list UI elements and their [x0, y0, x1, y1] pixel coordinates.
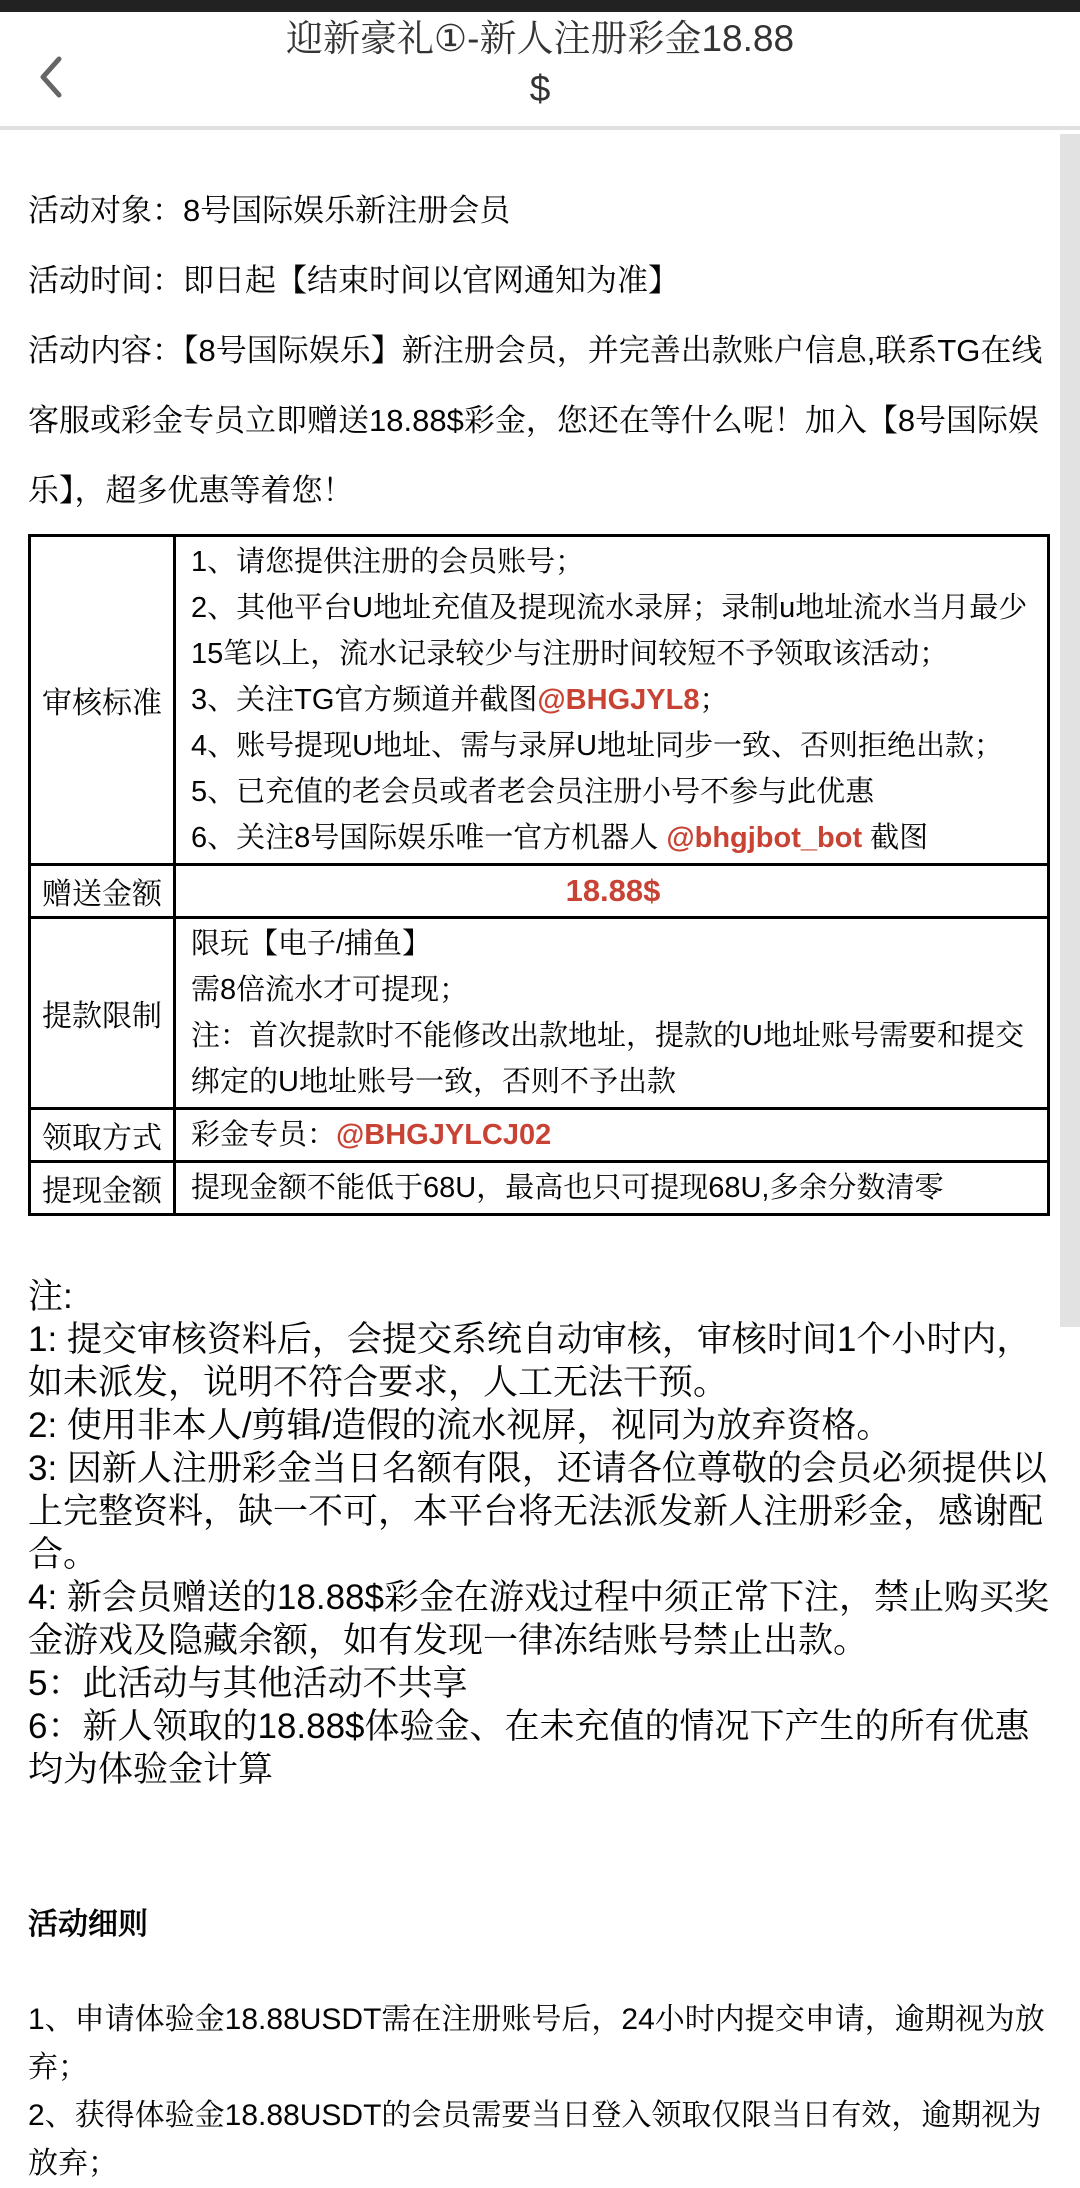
claim-cell: 彩金专员：@BHGJYLCJ02 — [175, 1109, 1049, 1162]
intro-section — [28, 176, 1052, 526]
withdraw-limit-line: 需8倍流水才可提现； — [191, 974, 469, 1006]
promo-content — [0, 176, 1080, 2188]
review-item: 4、账号提现U地址、需与录屏U地址同步一致、否则拒绝出款； — [191, 730, 1004, 762]
review-item: 6、关注8号国际娱乐唯一官方机器人 @bhgjbot_bot 截图 — [191, 822, 929, 854]
tg-claim-handle: @BHGJYLCJ02 — [336, 1119, 552, 1151]
review-item: 1、请您提供注册的会员账号； — [191, 546, 585, 578]
scrollbar-thumb[interactable] — [1060, 134, 1080, 1327]
withdraw-limit-lines — [175, 918, 1049, 1109]
note-item: 2: 使用非本人/剪辑/造假的流水视屏，视同为放弃资格。 — [28, 1406, 892, 1445]
note-item: 3: 因新人注册彩金当日名额有限，还请各位尊敬的会员必须提供以上完整资料，缺一不可，本平台将无法派发新人注册彩金，感谢配合。 — [28, 1449, 1047, 1574]
review-item: 5、已充值的老会员或者老会员注册小号不参与此优惠 — [191, 776, 875, 808]
review-item: 3、关注TG官方频道并截图@BHGJYL8； — [191, 684, 729, 716]
page-title — [0, 12, 1080, 114]
withdraw-amount-cell: 提现金额不能低于68U，最高也只可提现68U,多余分数清零 — [175, 1162, 1049, 1215]
bonus-amount: 18.88$ — [565, 873, 661, 908]
note-item: 5：此活动与其他活动不共享 — [28, 1664, 468, 1703]
withdraw-amount-label: 提现金额 — [30, 1162, 175, 1215]
page-title-line2: $ — [529, 68, 551, 109]
detail-item: 1、申请体验金18.88USDT需在注册账号后，24小时内提交申请，逾期视为放弃； — [28, 2003, 1045, 2084]
notes-heading: 注: — [28, 1277, 73, 1316]
bonus-label: 赠送金额 — [30, 865, 175, 918]
table-row-withdraw-limit — [30, 918, 1049, 1109]
chevron-left-icon — [37, 55, 64, 102]
note-item: 4: 新会员赠送的18.88$彩金在游戏过程中须正常下注，禁止购买奖金游戏及隐藏余额，如有发现一律冻结账号禁止出款。 — [28, 1578, 1049, 1660]
table-row-claim — [30, 1109, 1049, 1162]
intro-content: 活动内容：【8号国际娱乐】新注册会员，并完善出款账户信息,联系TG在线客服或彩金专员立即赠送18.88$彩金，您还在等什么呢！加入【8号国际娱乐】，超多优惠等着您！ — [28, 333, 1043, 508]
claim-label: 领取方式 — [30, 1109, 175, 1162]
withdraw-limit-label: 提款限制 — [30, 918, 175, 1109]
review-items — [175, 536, 1049, 865]
table-row-bonus — [30, 865, 1049, 918]
intro-time: 活动时间：即日起【结束时间以官网通知为准】 — [28, 263, 679, 298]
review-item: 2、其他平台U地址充值及提现流水录屏；录制u地址流水当月最少15笔以上，流水记录较少与注册时间较短不予领取该活动； — [191, 592, 1028, 670]
note-item: 6：新人领取的18.88$体验金、在未充值的情况下产生的所有优惠均为体验金计算 — [28, 1707, 1030, 1789]
table-row-withdraw-amount — [30, 1162, 1049, 1215]
review-label: 审核标准 — [30, 536, 175, 865]
details-section — [28, 1996, 1052, 2188]
status-bar — [0, 0, 1080, 12]
table-row-review — [30, 536, 1049, 865]
details-heading: 活动细则 — [28, 1908, 148, 1941]
withdraw-limit-line: 限玩【电子/捕鱼】 — [191, 928, 432, 960]
note-item: 1: 提交审核资料后，会提交系统自动审核，审核时间1个小时内，如未派发，说明不符合要求，人工无法干预。 — [28, 1320, 1032, 1402]
withdraw-limit-line: 注：首次提款时不能修改出款地址，提款的U地址账号需要和提交绑定的U地址账号一致，否则不予出款 — [191, 1020, 1024, 1098]
page-title-line1: 迎新豪礼①-新人注册彩金18.88 — [285, 18, 795, 59]
tg-bot-handle: @bhgjbot_bot — [666, 822, 863, 854]
detail-item: 2、获得体验金18.88USDT的会员需要当日登入领取仅限当日有效，逾期视为放弃； — [28, 2099, 1042, 2180]
promo-rules-table — [28, 534, 1050, 1216]
bonus-amount-cell — [175, 865, 1049, 918]
intro-target: 活动对象：8号国际娱乐新注册会员 — [28, 193, 511, 228]
notes-section — [28, 1275, 1052, 1791]
back-button[interactable] — [22, 48, 78, 108]
tg-channel-handle: @BHGJYL8 — [537, 684, 700, 716]
page-header — [0, 12, 1080, 130]
